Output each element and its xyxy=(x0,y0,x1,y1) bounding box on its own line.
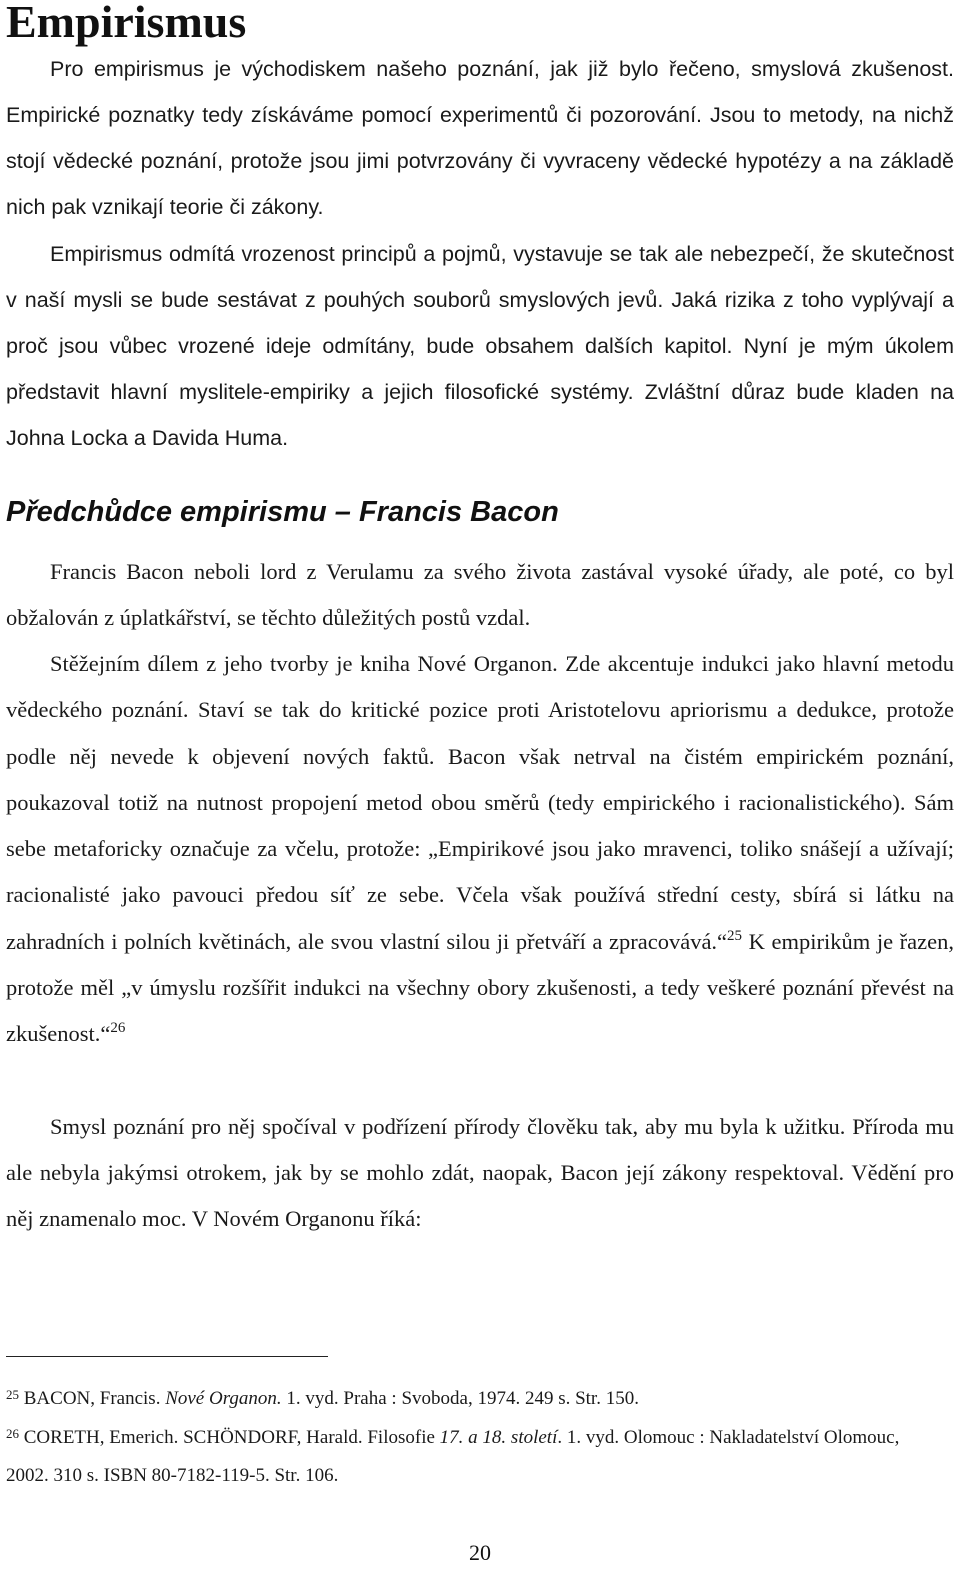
footnote-text: BACON, Francis. xyxy=(19,1388,166,1409)
footnote-number: 25 xyxy=(6,1387,19,1402)
section-paragraph-1: Francis Bacon neboli lord z Verulamu za svého života zastával vysoké úřady, ale poté, co byl obžalován z úplatkářství, se těchto důležitých postů vzdal. xyxy=(6,559,954,630)
footnote-reference[interactable]: 25 xyxy=(727,927,743,944)
footnote-text: CORETH, Emerich. SCHÖNDORF, Harald. Filosofie xyxy=(19,1427,440,1448)
footnote-text: . 1. vyd. Olomouc : Nakladatelství Olomouc, 2002. 310 s. ISBN 80-7182-119-5. Str. 106. xyxy=(6,1427,900,1486)
footnote-26 xyxy=(6,1419,946,1495)
footnote-reference[interactable]: 26 xyxy=(110,1020,126,1037)
footnote-number: 26 xyxy=(6,1426,19,1441)
section-paragraph-3: Smysl poznání pro něj spočíval v podřízení přírody člověku tak, aby mu byla k užitku. Příroda mu ale nebyla jakýmsi otrokem, jak by se mohlo zdát, naopak, Bacon její zákony respektoval. Vědění pro něj znamenalo moc. V Novém Organonu říká: xyxy=(6,1114,954,1231)
paragraph-text: Stěžejním dílem z jeho tvorby je kniha Nové Organon. Zde akcentuje indukci jako hlavní metodu vědeckého poznání. Staví se tak do kritické pozice proti Aristotelovu apriorismu a dedukce, protože podle něj nevede k objevení nových faktů. Bacon však netrval na čistém empirickém poznání, poukazoval totiž na nutnost propojení metod obou směrů (tedy empirického i racionalistického). Sám sebe metaforicky označuje za včelu, protože: „Empirikové jsou jako mravenci, toliko snášejí a užívají; racionalisté jako pavouci předou síť ze sebe. Včela však používá střední cesty, sbírá si látku na zahradních i polních květinách, ale svou vlastní silou ji přetváří a zpracovává.“ xyxy=(6,651,954,954)
intro-paragraph-1: Pro empirismus je východiskem našeho poznání, jak již bylo řečeno, smyslová zkušenost. Empirické poznatky tedy získáváme pomocí experimentů či pozorování. Jsou to metody, na nichž stojí vědecké poznání, protože jsou jimi potvrzovány či vyvraceny vědecké hypotézy a na základě nich pak vznikají teorie či zákony. xyxy=(6,57,954,219)
footnote-text: 1. vyd. Praha : Svoboda, 1974. 249 s. Str. 150. xyxy=(281,1388,639,1409)
paragraph-text: K empirikům je řazen, protože měl „v úmyslu rozšířit indukci na všechny obory zkušenosti, a tedy veškeré poznání převést na zkušenost.“ xyxy=(6,928,954,1047)
section-heading: Předchůdce empirismu – Francis Bacon xyxy=(6,496,559,528)
page-number: 20 xyxy=(469,1540,491,1565)
footnote-separator xyxy=(6,1356,328,1357)
footnote-title: Nové Organon. xyxy=(165,1388,282,1409)
footnote-title: 17. a 18. století xyxy=(439,1427,558,1448)
intro-paragraph-2: Empirismus odmítá vrozenost principů a pojmů, vystavuje se tak ale nebezpečí, že skutečnost v naší mysli se bude sestávat z pouhých souborů smyslových jevů. Jaká rizika z toho vyplývají a proč jsou vůbec vrozené ideje odmítány, bude obsahem dalších kapitol. Nyní je mým úkolem představit hlavní myslitele-empiriky a jejich filosofické systémy. Zvláštní důraz bude kladen na Johna Locka a Davida Huma. xyxy=(6,242,954,450)
section-paragraph-2 xyxy=(6,641,954,1058)
chapter-heading: Empirismus xyxy=(6,0,247,47)
footnote-25 xyxy=(6,1380,946,1418)
